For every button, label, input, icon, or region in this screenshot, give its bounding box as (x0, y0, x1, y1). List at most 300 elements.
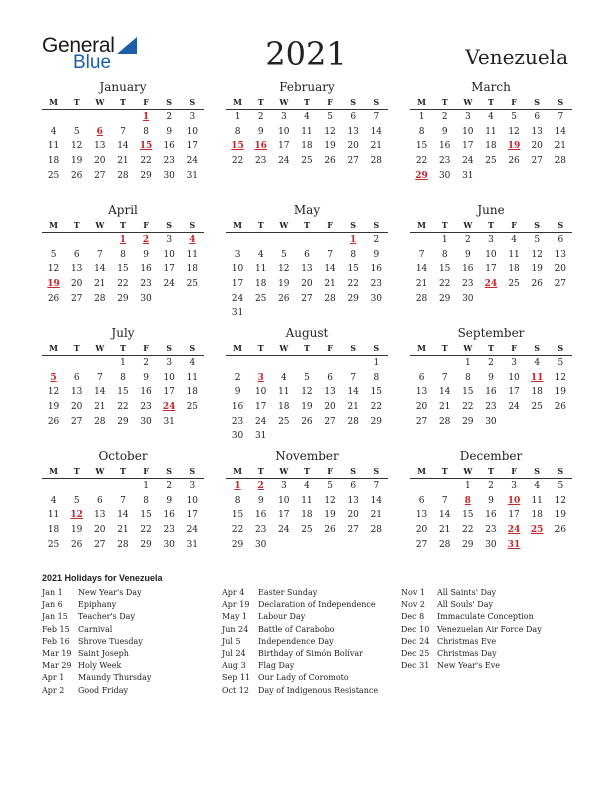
day-cell: 19 (554, 510, 567, 521)
holiday-item (222, 672, 378, 684)
weekday-label: S (534, 343, 541, 353)
empty-day-cell (65, 110, 88, 125)
day-cell: 21 (347, 402, 359, 413)
day-cell: 20 (415, 402, 428, 413)
weekday-label: S (534, 220, 541, 230)
day-cell: 15 (438, 264, 451, 275)
day-cell: 13 (70, 264, 83, 275)
day-cell: 14 (94, 387, 106, 398)
day-cell: 19 (554, 387, 567, 398)
day-cell: 22 (370, 402, 383, 413)
holiday-date: Aug 3 (222, 661, 246, 671)
week-row (226, 356, 388, 371)
day-cell: 26 (324, 156, 336, 167)
holiday-item (222, 587, 378, 599)
week-row (226, 400, 388, 415)
day-cell: 22 (117, 279, 129, 290)
week-row (42, 154, 204, 169)
weekday-header (42, 341, 204, 356)
logo-general-text: General (42, 34, 115, 57)
holiday-day: 1 (350, 235, 357, 245)
holiday-day: 11 (530, 372, 544, 383)
day-cell: 20 (94, 525, 106, 536)
day-cell: 1 (120, 358, 126, 368)
day-cell: 13 (347, 126, 359, 137)
day-cell: 19 (324, 510, 336, 521)
day-cell: 14 (324, 264, 336, 275)
weekday-label: M (233, 220, 242, 230)
day-cell: 25 (301, 156, 313, 167)
week-row (226, 479, 388, 494)
day-cell: 5 (73, 126, 80, 137)
holiday-date: Apr 19 (222, 600, 250, 610)
holiday-name: Labour Day (258, 612, 306, 622)
day-cell: 13 (301, 264, 313, 275)
day-cell: 19 (301, 402, 313, 413)
day-cell: 26 (554, 525, 567, 536)
holiday-date: Dec 31 (401, 661, 430, 671)
day-cell: 2 (464, 235, 471, 245)
week-row (410, 292, 572, 307)
day-cell: 10 (163, 372, 175, 383)
day-cell: 20 (415, 525, 428, 536)
day-cell: 7 (327, 249, 333, 260)
empty-day-cell (433, 479, 456, 494)
day-cell: 16 (163, 141, 175, 152)
holiday-item (222, 660, 378, 672)
day-cell: 15 (462, 510, 474, 521)
week-row (42, 292, 204, 307)
holiday-day: 5 (50, 372, 57, 383)
holiday-day: 24 (162, 402, 176, 413)
day-cell: 7 (418, 249, 425, 260)
week-row (410, 139, 572, 154)
day-cell: 23 (370, 279, 383, 290)
day-cell: 8 (441, 249, 448, 260)
holiday-item (401, 624, 542, 636)
weekday-label: T (487, 466, 494, 476)
holiday-item (42, 611, 151, 623)
holiday-date: Oct 12 (222, 685, 249, 695)
weekday-label: F (511, 466, 517, 476)
holiday-date: May 1 (222, 612, 248, 622)
holiday-item (401, 611, 542, 623)
month-january (42, 80, 204, 183)
day-cell: 17 (231, 279, 244, 290)
weekday-header (42, 218, 204, 233)
day-cell: 7 (120, 495, 126, 506)
empty-day-cell (181, 415, 204, 430)
weekday-label: W (463, 220, 473, 230)
weekday-label: F (327, 97, 333, 107)
day-cell: 20 (301, 279, 313, 290)
holiday-item (42, 636, 151, 648)
weekday-label: F (143, 97, 149, 107)
day-cell: 28 (438, 416, 451, 427)
day-cell: 20 (531, 141, 543, 152)
empty-day-cell (410, 233, 433, 248)
day-cell: 26 (324, 525, 336, 536)
weekday-header (226, 218, 388, 233)
holiday-date: Apr 2 (42, 685, 65, 695)
month-name: May (293, 203, 321, 217)
day-cell: 22 (462, 402, 474, 413)
day-cell: 20 (347, 510, 359, 521)
holiday-day: 24 (507, 525, 521, 536)
week-row (226, 494, 388, 509)
day-cell: 9 (257, 495, 264, 506)
day-cell: 28 (370, 156, 383, 167)
day-cell: 6 (350, 481, 357, 491)
day-cell: 30 (163, 539, 175, 550)
day-cell: 17 (278, 510, 290, 521)
weekday-label: F (511, 97, 517, 107)
month-march (410, 80, 572, 183)
empty-day-cell (88, 233, 111, 248)
weekday-label: M (49, 343, 58, 353)
day-cell: 15 (140, 510, 152, 521)
empty-day-cell (410, 356, 433, 371)
holiday-date: Dec 10 (401, 624, 430, 634)
weekday-header (410, 218, 572, 233)
weekday-label: M (49, 466, 58, 476)
holiday-item (222, 599, 378, 611)
empty-day-cell (342, 429, 365, 444)
empty-day-cell (503, 169, 526, 184)
weekday-label: S (373, 220, 380, 230)
day-cell: 20 (94, 156, 106, 167)
week-row (226, 233, 388, 248)
holiday-day: 2 (257, 481, 264, 491)
day-cell: 19 (531, 264, 543, 275)
day-cell: 4 (488, 112, 494, 122)
day-cell: 6 (534, 112, 541, 122)
weekday-label: W (463, 97, 473, 107)
day-cell: 5 (280, 249, 287, 260)
day-cell: 12 (324, 126, 336, 137)
weekday-label: T (441, 466, 448, 476)
holiday-name: Good Friday (78, 685, 129, 695)
week-row (410, 154, 572, 169)
empty-day-cell (88, 479, 111, 494)
day-cell: 8 (350, 249, 357, 260)
day-cell: 30 (438, 170, 451, 181)
day-cell: 3 (189, 481, 196, 491)
weekday-label: T (303, 220, 310, 230)
day-cell: 6 (557, 235, 564, 245)
day-cell: 23 (163, 156, 175, 167)
empty-day-cell (272, 538, 295, 553)
weekday-header (410, 341, 572, 356)
day-cell: 16 (462, 264, 474, 275)
day-cell: 14 (117, 510, 129, 521)
day-cell: 6 (304, 249, 310, 260)
weekday-label: S (166, 220, 173, 230)
day-cell: 24 (163, 279, 175, 290)
weekday-label: F (327, 466, 333, 476)
day-cell: 25 (531, 402, 543, 413)
day-cell: 12 (508, 126, 520, 137)
empty-day-cell (365, 538, 388, 553)
weekday-label: S (189, 466, 196, 476)
day-cell: 4 (50, 495, 57, 506)
holiday-name: Declaration of Independence (258, 600, 376, 610)
week-row (42, 415, 204, 430)
day-cell: 28 (94, 293, 106, 304)
holiday-item (42, 660, 151, 672)
holiday-name: Teacher's Day (78, 612, 135, 622)
weekday-label: S (373, 97, 380, 107)
day-cell: 2 (166, 112, 173, 122)
day-cell: 9 (143, 372, 149, 383)
week-row (410, 356, 572, 371)
weekday-label: F (511, 220, 517, 230)
day-cell: 22 (117, 402, 129, 413)
day-cell: 25 (47, 170, 60, 181)
week-row (42, 139, 204, 154)
week-row (42, 356, 204, 371)
day-cell: 2 (488, 358, 494, 368)
day-cell: 3 (464, 112, 471, 122)
week-row (226, 385, 388, 400)
day-cell: 18 (531, 510, 543, 521)
holiday-date: Jan 1 (42, 588, 63, 597)
day-cell: 23 (140, 402, 152, 413)
day-cell: 8 (143, 495, 149, 506)
day-cell: 3 (189, 112, 196, 122)
empty-day-cell (479, 292, 502, 307)
day-cell: 5 (304, 372, 310, 383)
weekday-label: T (441, 97, 448, 107)
month-name: October (98, 449, 148, 463)
day-cell: 8 (418, 126, 425, 137)
weekday-label: W (463, 466, 473, 476)
day-cell: 15 (117, 387, 129, 398)
holiday-name: Christmas Eve (437, 636, 497, 646)
weekday-label: S (350, 97, 357, 107)
day-cell: 30 (140, 293, 152, 304)
empty-day-cell (295, 356, 318, 371)
empty-day-cell (272, 233, 295, 248)
month-name: March (471, 80, 511, 94)
day-cell: 23 (254, 156, 267, 167)
day-cell: 9 (234, 387, 241, 398)
weekday-label: S (350, 220, 357, 230)
day-cell: 9 (257, 126, 264, 137)
day-cell: 8 (234, 495, 241, 506)
week-row (226, 538, 388, 553)
holiday-item (401, 636, 542, 648)
holiday-item (401, 587, 542, 599)
empty-day-cell (295, 233, 318, 248)
weekday-label: W (279, 466, 289, 476)
day-cell: 20 (324, 402, 336, 413)
week-row (410, 371, 572, 386)
holiday-date: Dec 24 (401, 636, 430, 646)
day-cell: 2 (234, 372, 241, 383)
weekday-label: F (143, 466, 149, 476)
week-row (410, 494, 572, 509)
empty-day-cell (226, 233, 249, 248)
weekday-label: T (487, 343, 494, 353)
holiday-item (222, 685, 378, 697)
empty-day-cell (342, 356, 365, 371)
day-cell: 9 (373, 249, 380, 260)
day-cell: 16 (370, 264, 383, 275)
day-cell: 9 (488, 372, 494, 383)
day-cell: 1 (418, 112, 425, 122)
day-cell: 26 (70, 170, 83, 181)
day-cell: 3 (234, 249, 241, 260)
day-cell: 11 (508, 249, 520, 260)
month-april (42, 203, 204, 306)
day-cell: 7 (96, 249, 103, 260)
day-cell: 28 (117, 539, 129, 550)
empty-day-cell (158, 292, 181, 307)
week-row (226, 415, 388, 430)
week-row (42, 277, 204, 292)
day-cell: 4 (534, 481, 541, 491)
weekday-label: T (257, 220, 264, 230)
day-cell: 3 (488, 235, 494, 245)
holiday-day: 1 (142, 112, 150, 122)
month-name: December (459, 449, 523, 463)
holiday-day: 29 (415, 170, 428, 181)
weekday-label: W (95, 220, 105, 230)
day-cell: 4 (511, 235, 517, 245)
weekday-header (226, 95, 388, 110)
empty-day-cell (272, 429, 295, 444)
month-november (226, 449, 388, 552)
weekday-label: S (557, 97, 564, 107)
holiday-name: Shrove Tuesday (78, 636, 143, 646)
weekday-label: M (417, 343, 426, 353)
week-row (410, 415, 572, 430)
day-cell: 1 (464, 481, 471, 491)
day-cell: 15 (347, 264, 359, 275)
holiday-item (222, 648, 378, 660)
week-row (410, 233, 572, 248)
weekday-label: T (73, 343, 80, 353)
holiday-day: 3 (257, 372, 264, 383)
day-cell: 28 (438, 539, 451, 550)
day-cell: 12 (70, 141, 83, 152)
day-cell: 29 (347, 293, 359, 304)
day-cell: 5 (557, 481, 564, 491)
holiday-date: Apr 4 (222, 588, 245, 597)
empty-day-cell (319, 233, 342, 248)
week-row (42, 538, 204, 553)
weekday-label: T (119, 466, 126, 476)
weekday-label: W (279, 97, 289, 107)
day-cell: 23 (438, 156, 451, 167)
day-cell: 1 (234, 112, 241, 122)
week-row (226, 292, 388, 307)
weekday-label: S (373, 466, 380, 476)
week-row (410, 169, 572, 184)
weekday-label: M (233, 97, 242, 107)
empty-day-cell (526, 169, 549, 184)
week-row (410, 125, 572, 140)
holiday-name: Venezuelan Air Force Day (437, 624, 542, 634)
day-cell: 23 (485, 402, 497, 413)
empty-day-cell (249, 306, 272, 321)
empty-day-cell (65, 479, 88, 494)
day-cell: 27 (70, 416, 83, 427)
holiday-date: Jun 24 (222, 624, 249, 634)
weekday-header (42, 464, 204, 479)
day-cell: 17 (508, 387, 520, 398)
day-cell: 17 (186, 510, 199, 521)
day-cell: 18 (186, 264, 199, 275)
month-name: August (285, 326, 329, 340)
day-cell: 13 (347, 495, 359, 506)
month-name: January (99, 80, 147, 94)
day-cell: 16 (485, 387, 497, 398)
day-cell: 18 (485, 141, 497, 152)
holiday-item (42, 648, 151, 660)
holiday-name: Maundy Thursday (78, 673, 152, 683)
weekday-label: S (534, 97, 541, 107)
day-cell: 13 (94, 141, 106, 152)
weekday-label: T (303, 343, 310, 353)
day-cell: 15 (117, 264, 129, 275)
day-cell: 23 (140, 279, 152, 290)
weekday-label: M (233, 343, 242, 353)
weekday-label: S (189, 220, 196, 230)
week-row (226, 429, 388, 444)
holiday-day: 10 (507, 495, 521, 506)
day-cell: 14 (117, 141, 129, 152)
empty-day-cell (549, 169, 572, 184)
day-cell: 20 (70, 279, 83, 290)
day-cell: 29 (231, 539, 244, 550)
holidays-column (222, 587, 378, 697)
empty-day-cell (181, 292, 204, 307)
weekday-label: T (303, 466, 310, 476)
day-cell: 4 (534, 358, 541, 368)
day-cell: 29 (370, 416, 383, 427)
day-cell: 5 (327, 112, 333, 122)
week-row (42, 248, 204, 263)
day-cell: 21 (415, 279, 428, 290)
day-cell: 9 (166, 495, 173, 506)
day-cell: 29 (438, 293, 451, 304)
day-cell: 17 (508, 510, 520, 521)
day-cell: 12 (301, 387, 313, 398)
week-row (226, 248, 388, 263)
holiday-date: Dec 25 (401, 648, 430, 658)
day-cell: 11 (301, 495, 313, 506)
holiday-name: Christmas Day (437, 648, 497, 658)
holiday-item (401, 599, 542, 611)
holiday-date: Nov 1 (401, 588, 425, 597)
weekday-label: S (373, 343, 380, 353)
day-cell: 6 (327, 372, 333, 383)
week-row (226, 277, 388, 292)
day-cell: 7 (373, 112, 380, 122)
day-cell: 8 (143, 126, 149, 137)
holiday-date: Dec 8 (401, 612, 425, 622)
day-cell: 9 (488, 495, 494, 506)
empty-day-cell (549, 292, 572, 307)
day-cell: 13 (70, 387, 83, 398)
day-cell: 16 (140, 264, 152, 275)
holiday-date: Sep 11 (222, 673, 251, 683)
month-september (410, 326, 572, 429)
day-cell: 10 (186, 126, 199, 137)
day-cell: 12 (47, 264, 60, 275)
